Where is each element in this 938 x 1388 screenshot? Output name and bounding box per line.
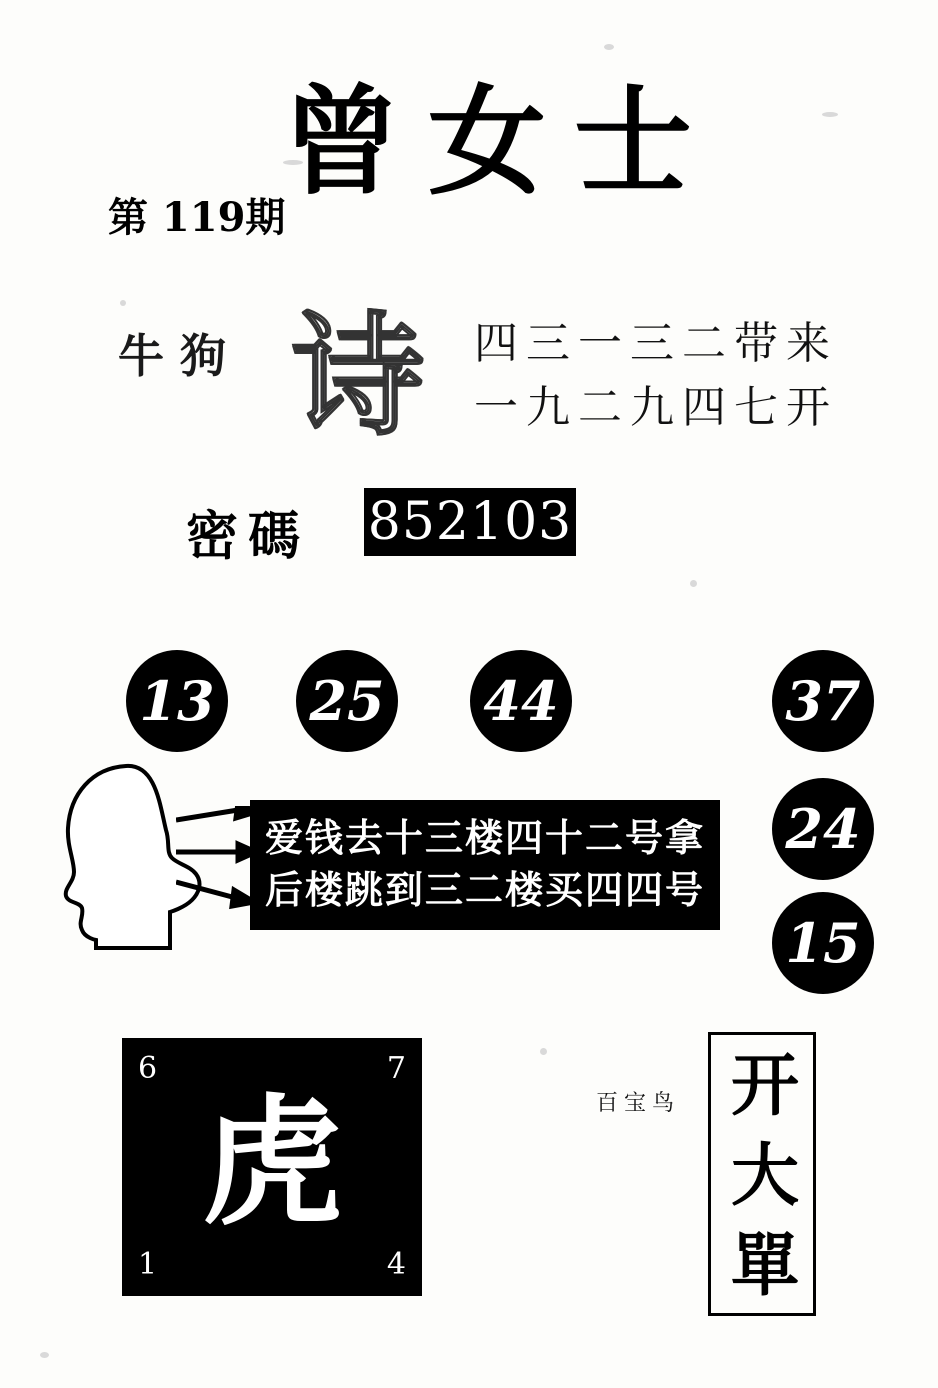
message-line-2: 后楼跳到三二楼买四四号 <box>264 867 705 912</box>
number-ball: 13 <box>126 650 228 752</box>
poem-character: 诗 <box>292 299 424 454</box>
verse-block <box>474 312 838 440</box>
scan-speck <box>540 1048 547 1055</box>
verse-line-1: 四三一三二带来 <box>474 318 838 369</box>
number-ball: 37 <box>772 650 874 752</box>
scan-speck <box>120 300 126 306</box>
number-ball: 44 <box>470 650 572 752</box>
password-label: 密碼 <box>186 506 311 567</box>
scan-speck <box>690 580 697 587</box>
card-corner-top-right: 7 <box>386 1051 406 1086</box>
tiger-card <box>122 1038 422 1296</box>
scan-speck <box>40 1352 49 1358</box>
message-banner <box>250 800 720 930</box>
card-corner-bottom-right: 4 <box>386 1247 406 1282</box>
scan-speck <box>604 44 614 50</box>
card-corner-bottom-left: 1 <box>138 1247 158 1282</box>
tiger-character: 虎 <box>201 1081 342 1245</box>
message-line-1: 爱钱去十三楼四十二号拿 <box>264 815 705 860</box>
vertical-slogan-text: 开大單 <box>730 1046 799 1306</box>
stamp-text: 百宝鸟 <box>596 1091 681 1116</box>
scan-speck <box>822 112 838 117</box>
card-corner-top-left: 6 <box>138 1051 158 1086</box>
vertical-slogan-box <box>708 1032 816 1316</box>
page-title: 曾女士 <box>282 72 721 211</box>
number-ball: 15 <box>772 892 874 994</box>
password-value: 852103 <box>364 488 576 556</box>
number-ball: 24 <box>772 778 874 880</box>
zodiac-animals: 牛狗 <box>118 329 242 383</box>
issue-number: 第 119期 <box>108 194 286 241</box>
number-ball: 25 <box>296 650 398 752</box>
verse-line-2: 一九二九四七开 <box>474 382 838 433</box>
